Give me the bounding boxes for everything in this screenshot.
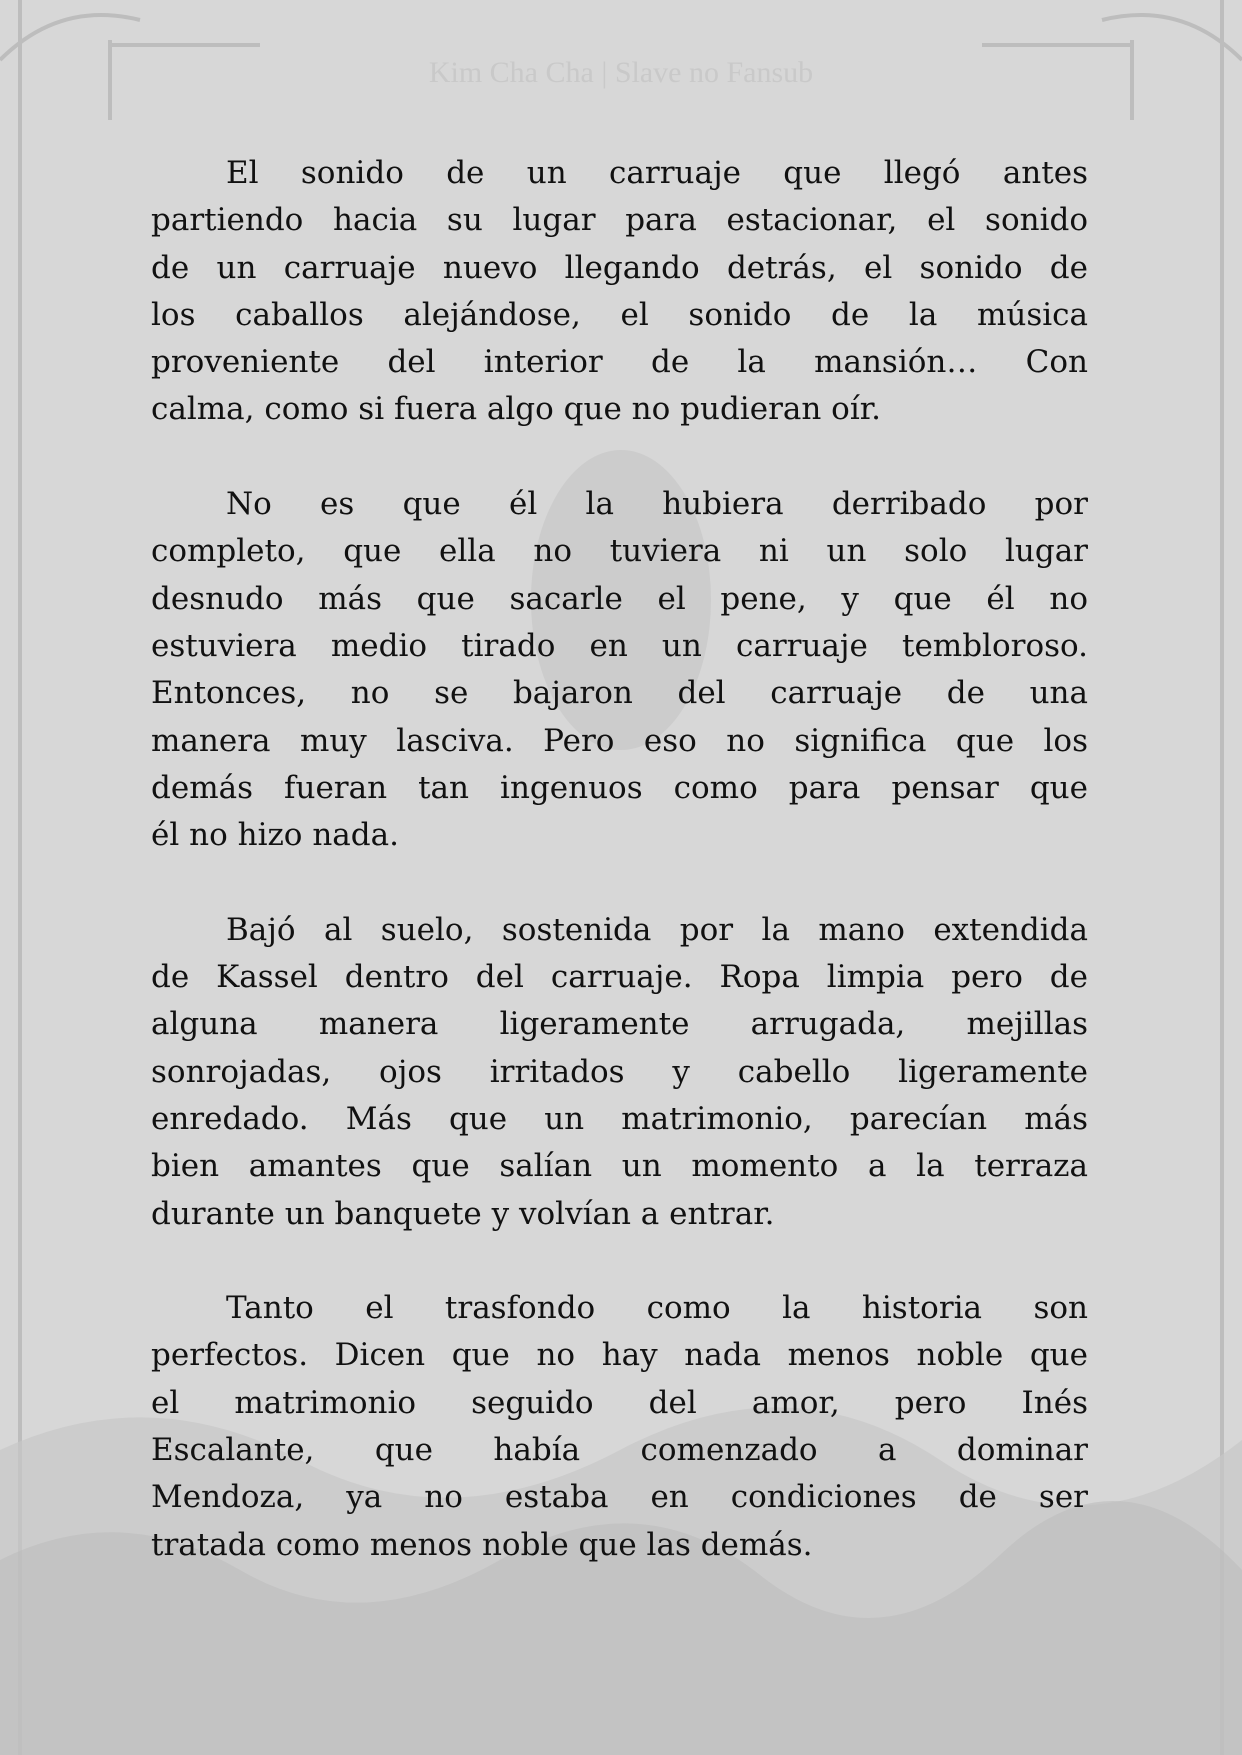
- document-body: [151, 150, 1088, 1616]
- text-line: de Kassel dentro del carruaje. Ropa limpia pero de: [151, 959, 1088, 996]
- text-line: los caballos alejándose, el sonido de la música: [151, 296, 1088, 333]
- paragraph: [151, 481, 1088, 859]
- text-line: enredado. Más que un matrimonio, parecían más: [151, 1100, 1088, 1137]
- header-watermark: Kim Cha Cha | Slave no Fansub: [428, 56, 814, 89]
- text-line: alguna manera ligeramente arrugada, mejillas: [151, 1006, 1088, 1043]
- paragraph: [151, 1285, 1088, 1569]
- text-line: Tanto el trasfondo como la historia son: [226, 1290, 1088, 1327]
- text-line: tratada como menos noble que las demás.: [151, 1526, 813, 1563]
- text-line: desnudo más que sacarle el pene, y que él no: [151, 580, 1088, 617]
- text-line: estuviera medio tirado en un carruaje tembloroso.: [151, 627, 1088, 664]
- text-line: bien amantes que salían un momento a la terraza: [151, 1148, 1088, 1185]
- text-line: calma, como si fuera algo que no pudieran oír.: [151, 391, 882, 428]
- text-line: Bajó al suelo, sostenida por la mano extendida: [226, 911, 1088, 948]
- text-line: Mendoza, ya no estaba en condiciones de ser: [151, 1479, 1088, 1516]
- text-line: No es que él la hubiera derribado por: [226, 486, 1088, 523]
- text-line: Escalante, que había comenzado a dominar: [151, 1432, 1088, 1469]
- text-line: sonrojadas, ojos irritados y cabello ligeramente: [151, 1053, 1088, 1090]
- text-line: El sonido de un carruaje que llegó antes: [226, 155, 1088, 191]
- text-line: manera muy lasciva. Pero eso no significa que los: [151, 722, 1088, 759]
- text-line: proveniente del interior de la mansión… Con: [151, 344, 1088, 381]
- text-line: durante un banquete y volvían a entrar.: [151, 1195, 775, 1232]
- paragraph: [151, 150, 1088, 434]
- text-line: partiendo hacia su lugar para estacionar, el sonido: [151, 202, 1088, 239]
- text-line: él no hizo nada.: [151, 817, 399, 854]
- text-line: demás fueran tan ingenuos como para pensar que: [151, 769, 1088, 806]
- text-line: Entonces, no se bajaron del carruaje de una: [151, 675, 1088, 712]
- text-line: perfectos. Dicen que no hay nada menos noble que: [151, 1337, 1088, 1374]
- paragraph: [151, 907, 1088, 1238]
- text-line: el matrimonio seguido del amor, pero Inés: [151, 1384, 1088, 1421]
- text-line: de un carruaje nuevo llegando detrás, el sonido de: [151, 249, 1088, 286]
- text-line: completo, que ella no tuviera ni un solo lugar: [151, 533, 1088, 570]
